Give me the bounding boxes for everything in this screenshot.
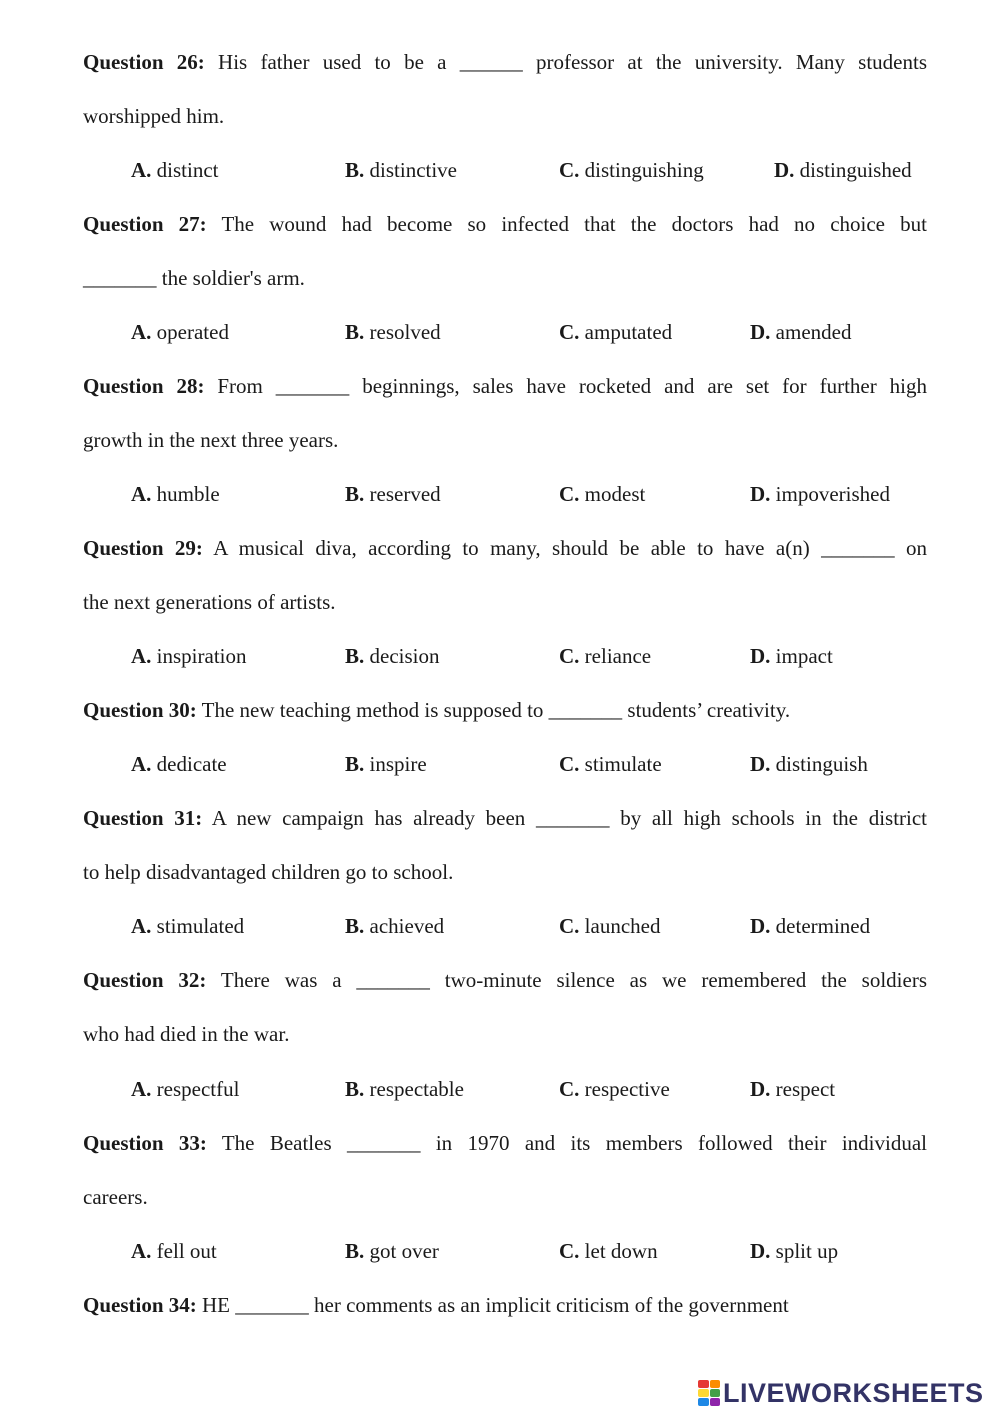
- question-27: [83, 197, 927, 305]
- options-29: [131, 641, 928, 671]
- question-31: [83, 791, 927, 899]
- options-26: [131, 155, 928, 185]
- option-a[interactable]: A. distinct: [131, 158, 219, 182]
- question-text-continued: who had died in the war.: [83, 1022, 290, 1046]
- logo-square-3: [698, 1389, 709, 1397]
- option-d[interactable]: D. distinguish: [750, 752, 868, 776]
- option-a[interactable]: A. fell out: [131, 1239, 217, 1263]
- question-32: [83, 953, 927, 1061]
- question-text-continued: careers.: [83, 1185, 148, 1209]
- question-30: [83, 683, 927, 737]
- question-label: Question 27:: [83, 212, 207, 236]
- question-29: [83, 521, 927, 629]
- option-d[interactable]: D. impoverished: [750, 482, 890, 506]
- option-a[interactable]: A. operated: [131, 320, 229, 344]
- options-28: [131, 479, 928, 509]
- question-text: His father used to be a ______ professor at the university. Many students: [218, 50, 927, 74]
- option-c[interactable]: C. modest: [559, 482, 646, 506]
- question-label: Question 34:: [83, 1293, 197, 1317]
- option-b[interactable]: B. got over: [345, 1239, 439, 1263]
- question-text: The wound had become so infected that the doctors had no choice but: [221, 212, 927, 236]
- options-30: [131, 749, 928, 779]
- question-label: Question 30:: [83, 698, 197, 722]
- option-b[interactable]: B. decision: [345, 644, 440, 668]
- question-text-continued: to help disadvantaged children go to school.: [83, 860, 454, 884]
- option-c[interactable]: C. respective: [559, 1077, 670, 1101]
- logo-square-2: [710, 1380, 721, 1388]
- option-b[interactable]: B. inspire: [345, 752, 427, 776]
- question-26: [83, 35, 927, 143]
- question-33: [83, 1116, 927, 1224]
- question-label: Question 29:: [83, 536, 203, 560]
- options-33: [131, 1236, 928, 1266]
- question-text: HE _______ her comments as an implicit criticism of the government: [202, 1293, 789, 1317]
- option-b[interactable]: B. resolved: [345, 320, 441, 344]
- logo-square-5: [698, 1398, 709, 1406]
- question-text-continued: _______ the soldier's arm.: [83, 266, 305, 290]
- question-text-continued: the next generations of artists.: [83, 590, 336, 614]
- question-text-continued: growth in the next three years.: [83, 428, 339, 452]
- question-text: A new campaign has already been _______ by all high schools in the district: [211, 806, 928, 830]
- logo-square-6: [710, 1398, 721, 1406]
- question-label: Question 32:: [83, 968, 207, 992]
- option-a[interactable]: A. dedicate: [131, 752, 227, 776]
- option-b[interactable]: B. reserved: [345, 482, 441, 506]
- liveworksheets-logo[interactable]: [698, 1376, 984, 1410]
- option-c[interactable]: C. let down: [559, 1239, 658, 1263]
- option-b[interactable]: B. distinctive: [345, 158, 458, 182]
- liveworksheets-logo-icon: [698, 1380, 720, 1406]
- option-d[interactable]: D. determined: [750, 914, 871, 938]
- options-27: [131, 317, 928, 347]
- question-34: [83, 1278, 927, 1332]
- question-28: [83, 359, 927, 467]
- question-label: Question 26:: [83, 50, 205, 74]
- option-b[interactable]: B. respectable: [345, 1077, 464, 1101]
- question-text: A musical diva, according to many, should be able to have a(n) _______ on: [213, 536, 928, 560]
- option-c[interactable]: C. launched: [559, 914, 661, 938]
- question-label: Question 28:: [83, 374, 205, 398]
- option-a[interactable]: A. inspiration: [131, 644, 247, 668]
- question-text: From _______ beginnings, sales have rocketed and are set for further high: [217, 374, 927, 398]
- question-label: Question 31:: [83, 806, 203, 830]
- question-text: The new teaching method is supposed to _______ students’ creativity.: [201, 698, 791, 722]
- option-b[interactable]: B. achieved: [345, 914, 445, 938]
- question-label: Question 33:: [83, 1131, 207, 1155]
- option-d[interactable]: D. respect: [750, 1077, 836, 1101]
- option-a[interactable]: A. humble: [131, 482, 220, 506]
- option-d[interactable]: D. split up: [750, 1239, 839, 1263]
- logo-text: LIVEWORKSHEETS: [723, 1377, 984, 1408]
- question-text: There was a _______ two-minute silence as we remembered the soldiers: [220, 968, 927, 992]
- option-d[interactable]: D. amended: [750, 320, 852, 344]
- option-c[interactable]: C. amputated: [559, 320, 673, 344]
- option-c[interactable]: C. distinguishing: [559, 158, 704, 182]
- option-c[interactable]: C. reliance: [559, 644, 652, 668]
- logo-square-4: [710, 1389, 721, 1397]
- question-text-continued: worshipped him.: [83, 104, 225, 128]
- option-d[interactable]: D. impact: [750, 644, 833, 668]
- option-d[interactable]: D. distinguished: [774, 158, 912, 182]
- option-a[interactable]: A. stimulated: [131, 914, 245, 938]
- option-c[interactable]: C. stimulate: [559, 752, 662, 776]
- option-a[interactable]: A. respectful: [131, 1077, 240, 1101]
- logo-square-1: [698, 1380, 709, 1388]
- question-text: The Beatles _______ in 1970 and its members followed their individual: [221, 1131, 927, 1155]
- options-32: [131, 1074, 928, 1104]
- options-31: [131, 911, 928, 941]
